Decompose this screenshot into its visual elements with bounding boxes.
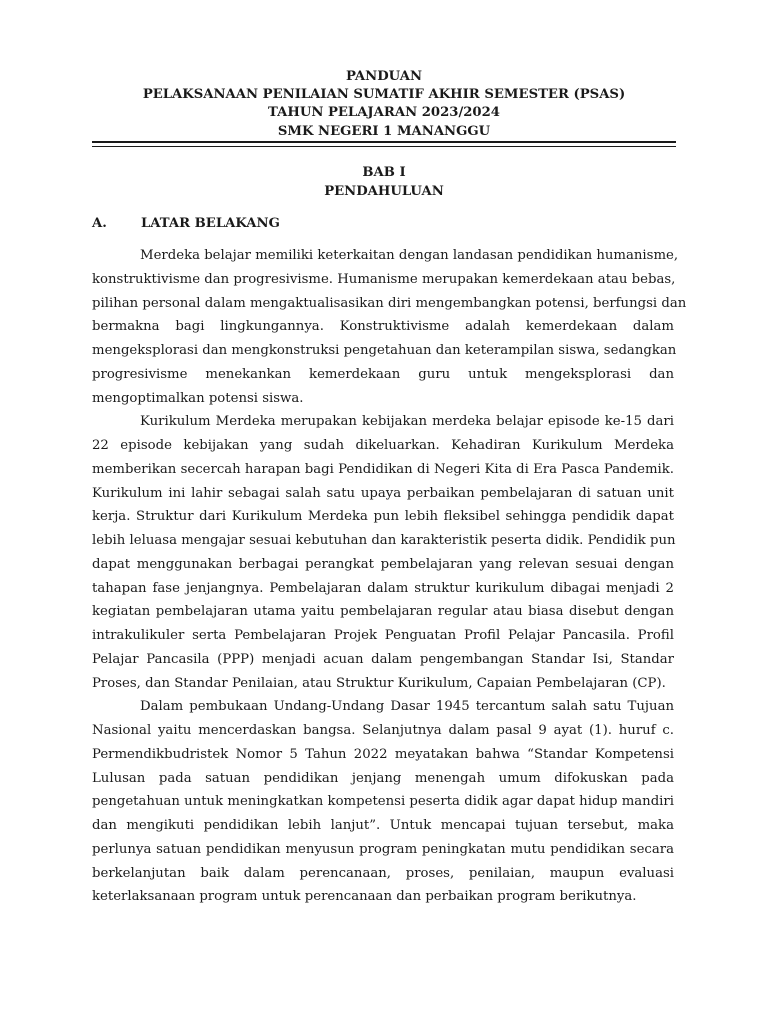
section-number: A. xyxy=(92,216,107,231)
text-line: pilihan personal dalam mengaktualisasikan diri mengembangkan potensi, berfungsi dan xyxy=(92,295,687,311)
text-line: Kurikulum ini lahir sebagai salah satu upaya perbaikan pembelajaran di satuan unit xyxy=(92,485,674,501)
text-line: memberikan secercah harapan bagi Pendidikan di Negeri Kita di Era Pasca Pandemik. xyxy=(92,461,674,477)
title-tahun-pelajaran: TAHUN PELAJARAN 2023/2024 xyxy=(268,105,500,121)
text-line: kegiatan pembelajaran utama yaitu pembelajaran regular atau biasa disebut dengan xyxy=(92,604,674,620)
section-heading xyxy=(92,214,280,234)
text-line: mengeksplorasi dan mengkonstruksi pengetahuan dan keterampilan siswa, sedangkan xyxy=(92,343,677,358)
text-line: perlunya satuan pendidikan menyusun program peningkatan mutu pendidikan secara xyxy=(92,841,674,857)
text-line: Kurikulum Merdeka merupakan kebijakan merdeka belajar episode ke-15 dari xyxy=(140,414,674,430)
text-line: pengetahuan untuk meningkatkan kompetensi peserta didik agar dapat hidup mandiri xyxy=(92,794,674,810)
text-line: konstruktivisme dan progresivisme. Humanisme merupakan kemerdekaan atau bebas, xyxy=(92,271,676,287)
title-panduan: PANDUAN xyxy=(345,69,423,84)
title-pelaksanaan: PELAKSANAAN PENILAIAN SUMATIF AKHIR SEMESTER (PSAS) xyxy=(142,87,626,103)
text-line: lebih leluasa mengajar sesuai kebutuhan dan karakteristik peserta didik. Pendidik pun xyxy=(92,533,676,548)
title-divider-thin xyxy=(92,146,676,147)
text-line: progresivisme menekankan kemerdekaan guru untuk mengeksplorasi dan xyxy=(92,366,674,382)
chapter-number: BAB I xyxy=(362,165,406,180)
text-line: dapat menggunakan berbagai perangkat pembelajaran yang relevan sesuai dengan xyxy=(92,556,674,572)
text-line: intrakulikuler serta Pembelajaran Projek Penguatan Profil Pelajar Pancasila. Profil xyxy=(92,628,674,643)
text-line: tahapan fase jenjangnya. Pembelajaran dalam struktur kurikulum dibagai menjadi 2 xyxy=(92,580,674,596)
text-line: mengoptimalkan potensi siswa. xyxy=(92,390,304,406)
title-school-name: SMK NEGERI 1 MANANGGU xyxy=(277,123,491,139)
chapter-title: PENDAHULUAN xyxy=(324,183,444,199)
text-line: Proses, dan Standar Penilaian, atau Struktur Kurikulum, Capaian Pembelajaran (CP). xyxy=(92,675,666,691)
paragraph xyxy=(92,695,674,909)
text-line: Pelajar Pancasila (PPP) menjadi acuan dalam pengembangan Standar Isi, Standar xyxy=(92,651,674,667)
paragraph xyxy=(92,410,674,695)
text-line: Merdeka belajar memiliki keterkaitan dengan landasan pendidikan humanisme, xyxy=(140,248,679,263)
text-line: Nasional yaitu mencerdaskan bangsa. Selanjutnya dalam pasal 9 ayat (1). huruf c. xyxy=(92,723,674,738)
section-title: LATAR BELAKANG xyxy=(141,216,280,231)
document-title-block xyxy=(0,68,768,141)
text-line: 22 episode kebijakan yang sudah dikeluarkan. Kehadiran Kurikulum Merdeka xyxy=(92,438,674,453)
text-line: kerja. Struktur dari Kurikulum Merdeka pun lebih fleksibel sehingga pendidik dapat xyxy=(92,509,674,525)
paragraph xyxy=(92,244,687,410)
text-line: Dalam pembukaan Undang-Undang Dasar 1945 tercantum salah satu Tujuan xyxy=(140,699,674,715)
title-divider-thick xyxy=(92,141,676,143)
chapter-heading xyxy=(0,164,768,201)
text-line: bermakna bagi lingkungannya. Konstruktivisme adalah kemerdekaan dalam xyxy=(92,319,674,335)
text-line: berkelanjutan baik dalam perencanaan, proses, penilaian, maupun evaluasi xyxy=(92,865,674,881)
text-line: Lulusan pada satuan pendidikan jenjang menengah umum difokuskan pada xyxy=(92,770,674,786)
body-text xyxy=(92,244,687,909)
text-line: keterlaksanaan program untuk perencanaan dan perbaikan program berikutnya. xyxy=(92,889,637,905)
text-line: dan mengikuti pendidikan lebih lanjut”. Untuk mencapai tujuan tersebut, maka xyxy=(92,818,674,833)
text-line: Permendikbudristek Nomor 5 Tahun 2022 meyatakan bahwa “Standar Kompetensi xyxy=(92,746,674,762)
